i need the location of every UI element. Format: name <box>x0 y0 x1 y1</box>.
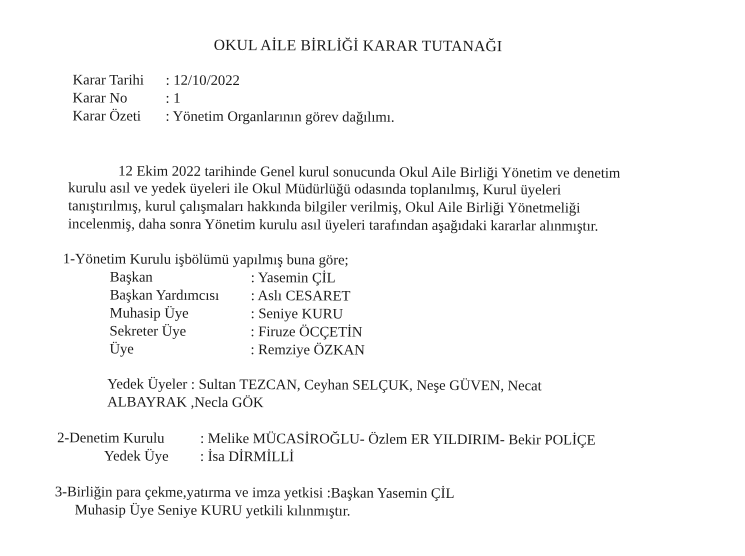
audit-committee-members: : Melike MÜCASİROĞLU- Özlem ER YILDIRIM- Bekir POLİÇE <box>200 430 596 449</box>
intro-line-2: kurulu asıl ve yedek üyeleri ile Okul Müdürlüğü odasında toplanılmış, Kurul üyeleri <box>68 180 562 199</box>
role-label: Üye <box>109 341 134 358</box>
intro-line-1: 12 Ekim 2022 tarihinde Genel kurul sonucunda Okul Aile Birliği Yönetim ve denetim <box>118 163 621 182</box>
substitutes-line-1: Yedek Üyeler : Sultan TEZCAN, Ceyhan SELÇUK, Neşe GÜVEN, Necat <box>107 376 542 395</box>
intro-line-4: incelenmiş, daha sonra Yönetim kurulu asıl üyeleri tarafından aşağıdaki kararlar alınmıştır. <box>67 216 599 235</box>
section1-heading: 1-Yönetim Kurulu işbölümü yapılmış buna göre; <box>62 251 349 269</box>
section3-line-2: Muhasip Üye Seniye KURU yetkili kılınmıştır. <box>74 502 351 520</box>
document-title: OKUL AİLE BİRLİĞİ KARAR TUTANAĞI <box>213 36 503 56</box>
role-name: : Remziye ÖZKAN <box>250 342 365 359</box>
meta-label-number: Karar No <box>72 90 128 107</box>
role-label: Başkan Yardımcısı <box>109 287 220 304</box>
intro-line-3: tanıştırılmış, kurul çalışmaları hakkında bilgiler verilmiş, Okul Aile Birliği Yönetmeliği <box>68 198 581 217</box>
meta-value-date: : 12/10/2022 <box>165 72 240 90</box>
audit-committee-label: 2-Denetim Kurulu <box>57 430 165 447</box>
role-label: Muhasip Üye <box>109 305 189 322</box>
role-name: : Aslı CESARET <box>250 288 351 305</box>
meta-label-summary: Karar Özeti <box>72 108 141 125</box>
role-name: : Yasemin ÇİL <box>250 270 336 287</box>
role-name: : Firuze ÖCÇETİN <box>250 324 363 341</box>
meta-value-summary: : Yönetim Organlarının görev dağılımı. <box>165 108 395 126</box>
role-name: : Seniye KURU <box>250 306 344 323</box>
role-label: Sekreter Üye <box>109 323 187 340</box>
meta-label-date: Karar Tarihi <box>72 72 144 89</box>
section3-line-1: 3-Birliğin para çekme,yatırma ve imza yetkisi :Başkan Yasemin ÇİL <box>54 484 455 502</box>
substitutes-line-2: ALBAYRAK ,Necla GÖK <box>107 394 264 412</box>
audit-substitute-member: : İsa DİRMİLLİ <box>199 448 295 466</box>
meta-value-number: : 1 <box>165 90 181 107</box>
role-label: Başkan <box>109 269 153 286</box>
audit-substitute-label: Yedek Üye <box>103 448 169 465</box>
